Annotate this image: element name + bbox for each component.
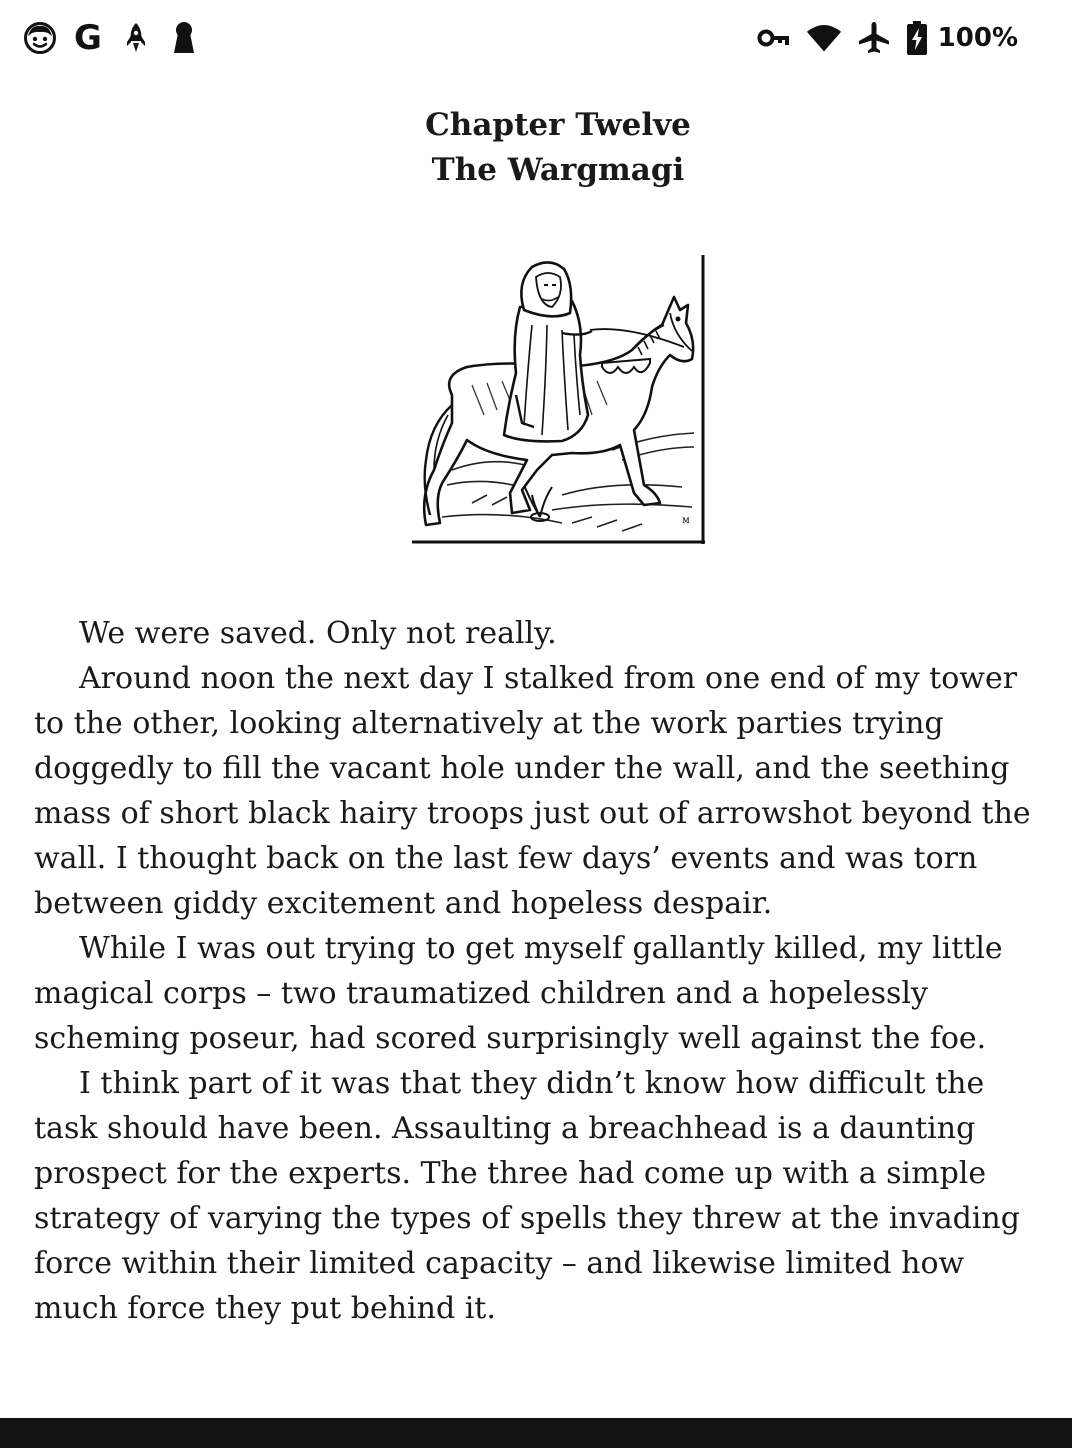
- battery-percent: 100%: [937, 23, 1018, 53]
- chapter-heading: [0, 103, 1072, 193]
- woodcut-rider-icon: [412, 255, 705, 544]
- system-icons: [756, 20, 1018, 56]
- vpn-key-icon: [756, 20, 792, 56]
- paragraph-1: We were saved. Only not really.: [79, 616, 557, 651]
- paragraph-4: I think part of it was that they didn’t know how difficult the task should have been. Assaulting a breachhead is a daunting prospect for the experts. The three had come up with a simple strategy of varying the types of spells they threw at the invading force within their limited capacity – and likewise limited how much force they put behind it.: [34, 1066, 1020, 1326]
- svg-text:ᴍ: ᴍ: [682, 515, 690, 526]
- google-icon: [70, 20, 106, 56]
- paragraph-2: Around noon the next day I stalked from one end of my tower to the other, looking alternatively at the work parties trying doggedly to fill the vacant hole under the wall, and the seething mass of short black hairy troops just out of arrowshot beyond the wall. I thought back on the last few days’ events and was torn between giddy excitement and hopeless despair.: [34, 661, 1031, 921]
- chapter-illustration: [412, 255, 705, 544]
- airplane-mode-icon: [856, 20, 892, 56]
- chapter-body: [34, 611, 1034, 1331]
- rocket-icon: [118, 20, 154, 56]
- paragraph-3: While I was out trying to get myself gallantly killed, my little magical corps – two traumatized children and a hopelessly scheming poseur, had scored surprisingly well against the foe.: [34, 931, 1003, 1056]
- keyhole-icon: [166, 20, 202, 56]
- notification-icons: [22, 20, 202, 56]
- chapter-title: The Wargmagi: [431, 152, 685, 188]
- chapter-number: Chapter Twelve: [425, 107, 691, 143]
- google-letter: G: [74, 18, 102, 58]
- face-icon: [22, 20, 58, 56]
- status-bar: [0, 0, 1072, 76]
- wifi-icon: [806, 20, 842, 56]
- battery-charging-icon: [906, 20, 928, 56]
- bottom-bar: [0, 1418, 1072, 1448]
